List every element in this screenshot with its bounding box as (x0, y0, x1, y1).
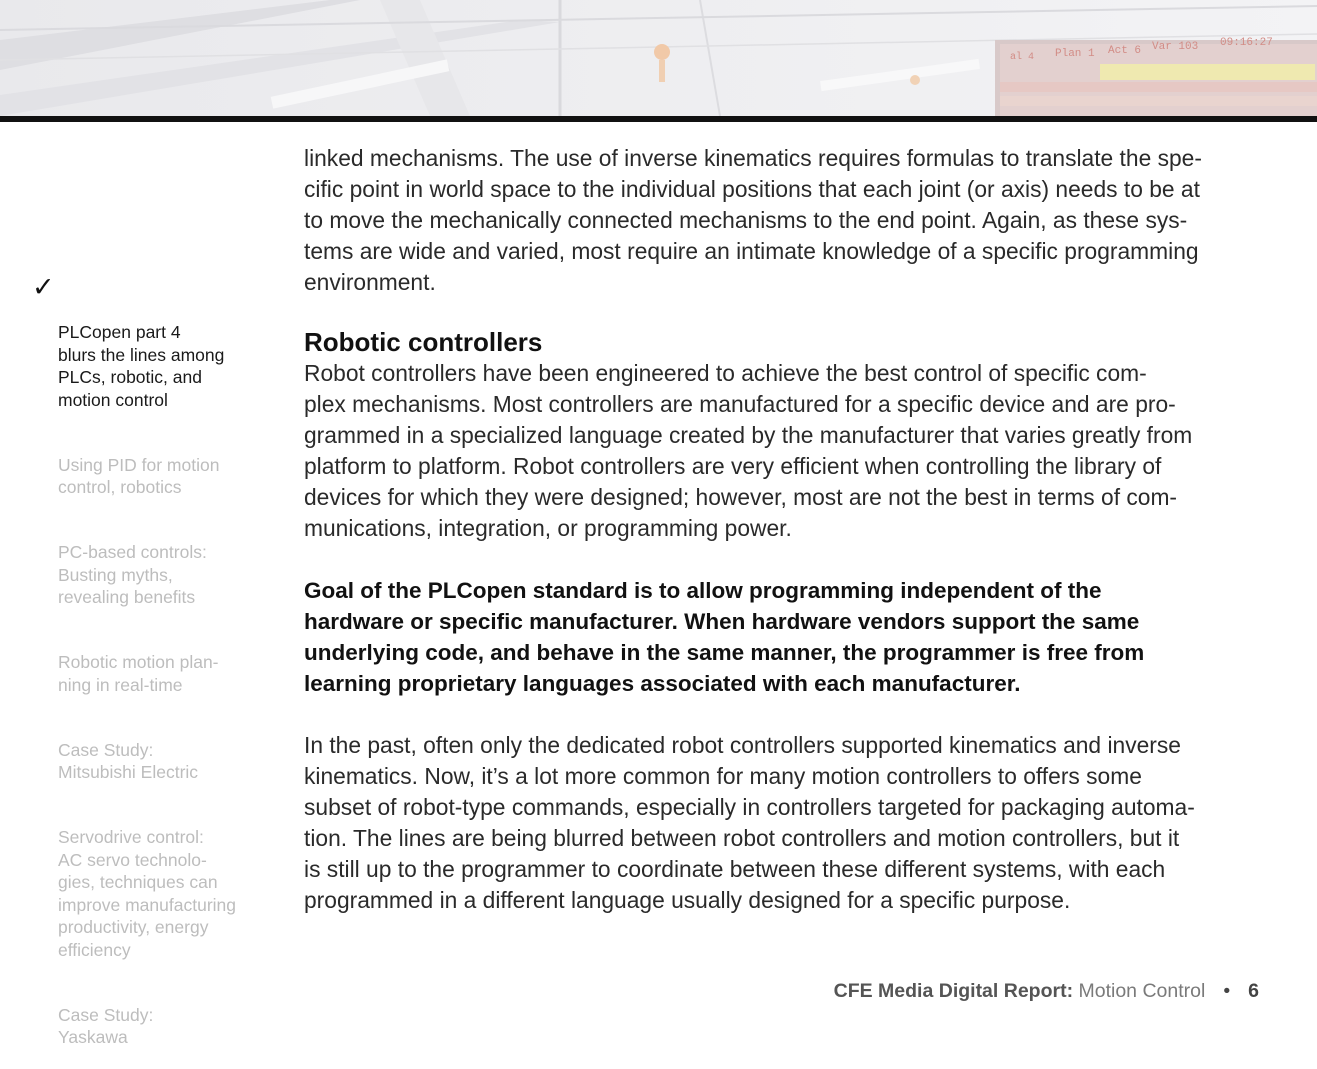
factory-ceiling-image (0, 0, 1317, 116)
page-number: 6 (1248, 980, 1259, 1002)
toc-item-yaskawa[interactable] (30, 981, 250, 1049)
publication-name: CFE Media Digital Report: (833, 980, 1074, 1002)
display-label: Plan 1 (1055, 48, 1095, 60)
toc-item-mitsubishi[interactable] (30, 716, 250, 784)
toc-sidebar (30, 272, 250, 1069)
display-label: al 4 (1010, 52, 1035, 63)
page-footer (834, 979, 1259, 1003)
checkmark-icon: ✓ (32, 272, 55, 303)
toc-item-pid[interactable] (30, 431, 250, 499)
toc-item-label: Using PID for motion control, robotics (58, 454, 220, 497)
toc-item-label: Servodrive control: AC servo technolo- gies, techniques can improve manufacturing productivity, energy efficiency (58, 827, 236, 960)
toc-item-label: Robotic motion plan- ning in real-time (58, 652, 219, 695)
spacer (304, 699, 1279, 730)
intro-paragraph: linked mechanisms. The use of inverse kinematics requires formulas to translate the spe- cific point in world space to the individual positions that each joint (or axis) needs to be at to move the mechanically connected mechanisms to the end point. Again, as these sys- tems are wide and varied, most require an intimate knowledge of a specific programming environment. (304, 145, 1202, 295)
spacer (304, 544, 1279, 575)
toc-item-label: PLCopen part 4 blurs the lines among PLCs, robotic, and motion control (58, 322, 225, 410)
display-label: Var 103 (1152, 41, 1199, 53)
body-paragraph: Robot controllers have been engineered to achieve the best control of specific com- plex mechanisms. Most controllers are manufactured for a specific device and are pro- grammed in a specialized language created by the manufacturer that varies greatly from platform to platform. Robot controllers are very efficient when controlling the library of devices for which they were designed; however, most are not the best in terms of com- munications, integration, or programming power. (304, 360, 1193, 541)
toc-item-motion-planning[interactable] (30, 629, 250, 697)
report-topic: Motion Control (1078, 980, 1206, 1002)
header-photo (0, 0, 1317, 116)
header-divider (0, 116, 1317, 122)
display-label: 09:16:27 (1220, 37, 1273, 49)
toc-item-pc-controls[interactable] (30, 519, 250, 609)
section-heading: Robotic controllers (304, 327, 543, 357)
callout-paragraph: Goal of the PLCopen standard is to allow programming independent of the hardware or specific manufacturer. When hardware vendors support the same underlying code, and behave in the same manner, the programmer is free from learning proprietary languages associated with each manufacturer. (304, 578, 1145, 696)
toc-item-plcopen[interactable] (30, 272, 250, 411)
toc-item-label: PC-based controls: Busting myths, revealing benefits (58, 542, 207, 607)
toc-item-label: Case Study: Mitsubishi Electric (58, 739, 199, 782)
bullet-separator: • (1223, 980, 1231, 1002)
toc-item-servodrive[interactable] (30, 804, 250, 962)
body-paragraph: In the past, often only the dedicated robot controllers supported kinematics and inverse kinematics. Now, it’s a lot more common for many motion controllers to offers some subset of robot-type commands, especially in controllers targeted for packaging automa- tion. The lines are being blurred between robot controllers and motion controllers, but it is still up to the programmer to coordinate between these different systems, with each programmed in a different language usually designed for a specific purpose. (304, 732, 1195, 913)
toc-item-label: Case Study: Yaskawa (58, 1004, 154, 1047)
display-label: Act 6 (1108, 45, 1142, 57)
article-body (304, 143, 1279, 916)
